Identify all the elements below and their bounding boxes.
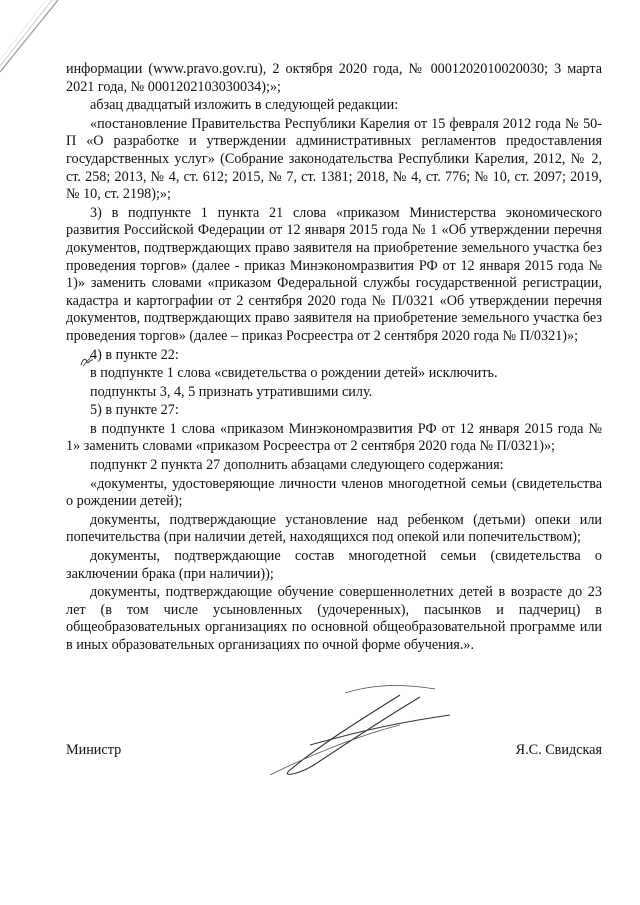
signature-block [66, 742, 602, 762]
paragraph: абзац двадцатый изложить в следующей редакции: [90, 97, 399, 114]
document-body [66, 61, 602, 656]
paragraph: в подпункте 1 слова «свидетельства о рождении детей» исключить. [90, 365, 498, 382]
paragraph: «документы, удостоверяющие личности членов многодетной семьи (свидетельства о рождении детей); [66, 475, 602, 510]
paragraph: информации (www.pravo.gov.ru), 2 октября 2020 года, № 0001202010020030; 3 марта 2021 года, № 0001202103030034);»; [66, 61, 602, 95]
paragraph: 5) в пункте 27: [90, 402, 179, 419]
signer-position: Министр [66, 742, 122, 758]
paragraph: документы, подтверждающие обучение совершеннолетних детей в возрасте до 23 лет (в том числе усыновленных (удочеренных), пасынков и падчериц) в общеобразовательных организациях по основной общеобразовательной программе или в иных образовательных организациях по очной форме обучения.». [66, 584, 602, 653]
signer-name: Я.С. Свидская [515, 742, 602, 758]
paragraph: «постановление Правительства Республики Карелия от 15 февраля 2012 года № 50-П «О разработке и утверждении административных регламентов предоставления государственных услуг» (Собрание законодательства Республики Карелия, 2012, № 2, ст. 258; 2013, № 4, ст. 612; 2015, № 7, ст. 1381; 2018, № 4, ст. 776; № 10, ст. 2097; 2019, № 10, ст. 2198);»; [66, 115, 602, 203]
paragraph: документы, подтверждающие установление над ребенком (детьми) опеки или попечительства (при наличии детей, находящихся под опекой или попечительством); [66, 511, 602, 546]
paragraph: подпункт 2 пункта 27 дополнить абзацами следующего содержания: [90, 457, 504, 474]
signature [250, 675, 460, 785]
paragraph: в подпункте 1 слова «приказом Минэкономразвития РФ от 12 января 2015 года № 1» заменить словами «приказом Росреестра от 2 сентября 2020 года № П/0321)»; [66, 420, 602, 455]
paragraph: 3) в подпункте 1 пункта 21 слова «приказом Министерства экономического развития Российской Федерации от 12 января 2015 года № 1 «Об утверждении перечня документов, подтверждающих право заявителя на приобретение земельного участка без проведения торгов» (далее - приказ Минэкономразвития РФ от 12 января 2015 года № 1)» заменить словами «приказом Федеральной службы государственной регистрации, кадастра и картографии от 2 сентября 2020 года № П/0321 «Об утверждении перечня документов, подтверждающих право заявителя на приобретение земельного участка без проведения торгов» (далее – приказ Росреестра от 2 сентября 2020 года № П/0321)»; [66, 204, 602, 344]
paragraph: 4) в пункте 22: [90, 346, 179, 363]
paragraph: документы, подтверждающие состав многодетной семьи (свидетельства о заключении брака (при наличии)); [66, 548, 602, 582]
handwritten-mark-icon [80, 356, 94, 368]
paragraph: подпункты 3, 4, 5 признать утратившими силу. [90, 383, 373, 400]
